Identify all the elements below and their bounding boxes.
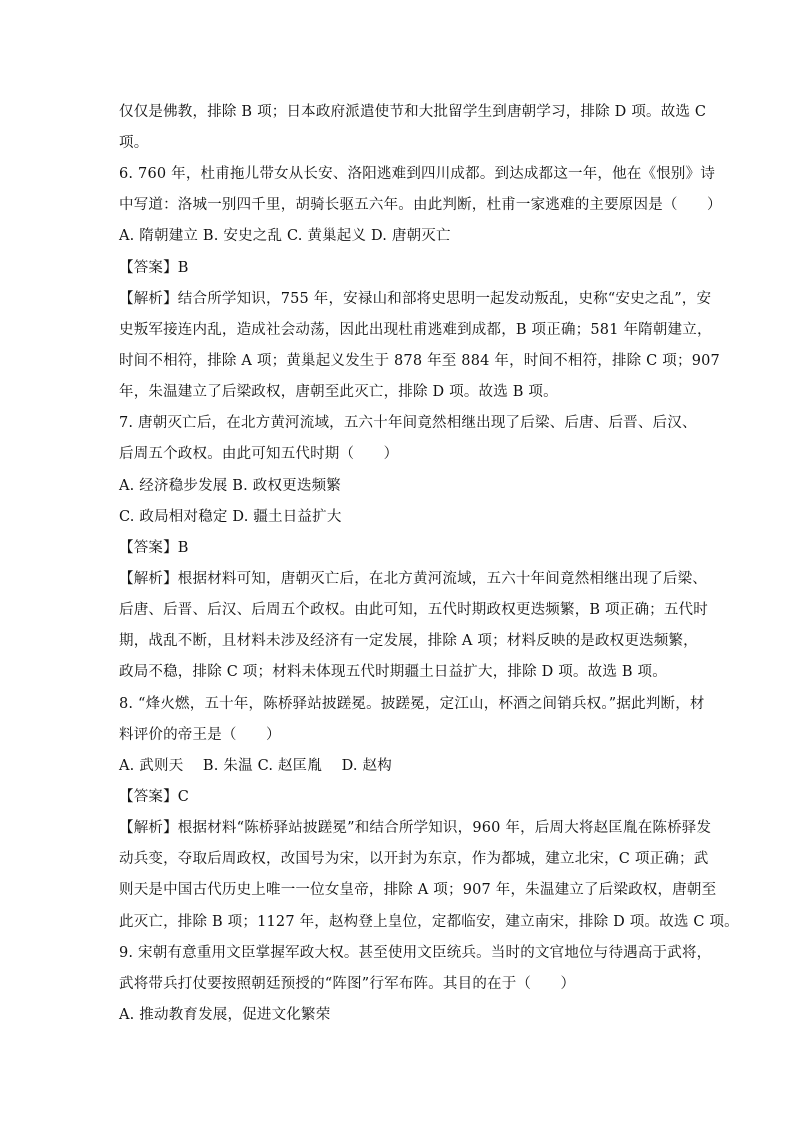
question-9-stem: 9. 宋朝有意重用文臣掌握军政大权。甚至使用文臣统兵。当时的文官地位与待遇高于武将， xyxy=(119,945,712,961)
question-9-options: A. 推动教育发展，促进文化繁荣 xyxy=(119,1007,331,1023)
question-8-stem: 8. “烽火燃，五十年，陈桥驿站披蹉冕。披蹉冕，定江山，杯酒之间销兵权。”据此判断，材 xyxy=(119,696,705,712)
analysis-text: 史叛军接连内乱，造成社会动荡，因此出现杜甫逃难到成都，B 项正确；581 年隋朝建立， xyxy=(119,322,712,338)
question-6-stem: 6. 760 年，杜甫拖儿带女从长安、洛阳逃难到四川成都。到达成都这一年，他在《恨别》诗 xyxy=(119,166,716,182)
answer-label: 【答案】C xyxy=(119,789,190,805)
analysis-text: 时间不相符，排除 A 项；黄巢起义发生于 878 年至 884 年，时间不相符，排除 C 项；907 xyxy=(119,353,720,369)
text-line: 仅仅是佛教，排除 B 项；日本政府派遣使节和大批留学生到唐朝学习，排除 D 项。故选 C xyxy=(119,104,707,120)
answer-label: 【答案】B xyxy=(119,260,189,276)
question-7-options: C. 政局相对稳定 D. 疆土日益扩大 xyxy=(119,509,342,525)
question-6-stem: 中写道：洛城一别四千里，胡骑长驱五六年。由此判断，杜甫一家逃难的主要原因是（ ） xyxy=(119,197,722,213)
question-7-stem: 后周五个政权。由此可知五代时期（ ） xyxy=(119,446,399,462)
question-9-stem: 武将带兵打仗要按照朝廷预授的“阵图”行军布阵。其目的在于（ ） xyxy=(119,976,576,992)
question-8-stem: 料评价的帝王是（ ） xyxy=(119,727,281,743)
question-7-options: A. 经济稳步发展 B. 政权更迭频繁 xyxy=(119,478,341,494)
analysis-text: 期，战乱不断，且材料未涉及经济有一定发展，排除 A 项；材料反映的是政权更迭频繁， xyxy=(119,633,698,649)
analysis-text: 年，朱温建立了后梁政权，唐朝至此灭亡，排除 D 项。故选 B 项。 xyxy=(119,384,558,400)
question-7-stem: 7. 唐朝灭亡后，在北方黄河流域，五六十年间竟然相继出现了后梁、后唐、后晋、后汉、 xyxy=(119,415,697,431)
question-6-options: A. 隋朝建立 B. 安史之乱 C. 黄巢起义 D. 唐朝灭亡 xyxy=(119,228,451,244)
answer-label: 【答案】B xyxy=(119,540,189,556)
question-8-options: A. 武则天 B. 朱温 C. 赵匡胤 D. 赵构 xyxy=(119,758,392,774)
analysis-text: 此灭亡，排除 B 项；1127 年，赵构登上皇位，定都临安，建立南宋，排除 D 项。故选 C 项。 xyxy=(119,914,739,930)
analysis-text: 政局不稳，排除 C 项；材料未体现五代时期疆土日益扩大，排除 D 项。故选 B 项。 xyxy=(119,664,667,680)
analysis-text: 后唐、后晋、后汉、后周五个政权。由此可知，五代时期政权更迭频繁，B 项正确；五代时 xyxy=(119,602,708,618)
analysis-text: 则天是中国古代历史上唯一一位女皇帝，排除 A 项；907 年，朱温建立了后梁政权，唐朝至 xyxy=(119,882,717,898)
analysis-text: 【解析】根据材料可知，唐朝灭亡后，在北方黄河流域，五六十年间竟然相继出现了后梁、 xyxy=(119,571,707,587)
analysis-text: 动兵变，夺取后周政权，改国号为宋，以开封为东京，作为都城，建立北宋，C 项正确；武 xyxy=(119,851,709,867)
analysis-text: 【解析】根据材料“陈桥驿站披蹉冕”和结合所学知识，960 年，后周大将赵匡胤在陈桥驿发 xyxy=(119,820,712,836)
analysis-text: 【解析】结合所学知识，755 年，安禄山和部将史思明一起发动叛乱，史称“安史之乱”，安 xyxy=(119,291,712,307)
text-line: 项。 xyxy=(119,135,149,151)
